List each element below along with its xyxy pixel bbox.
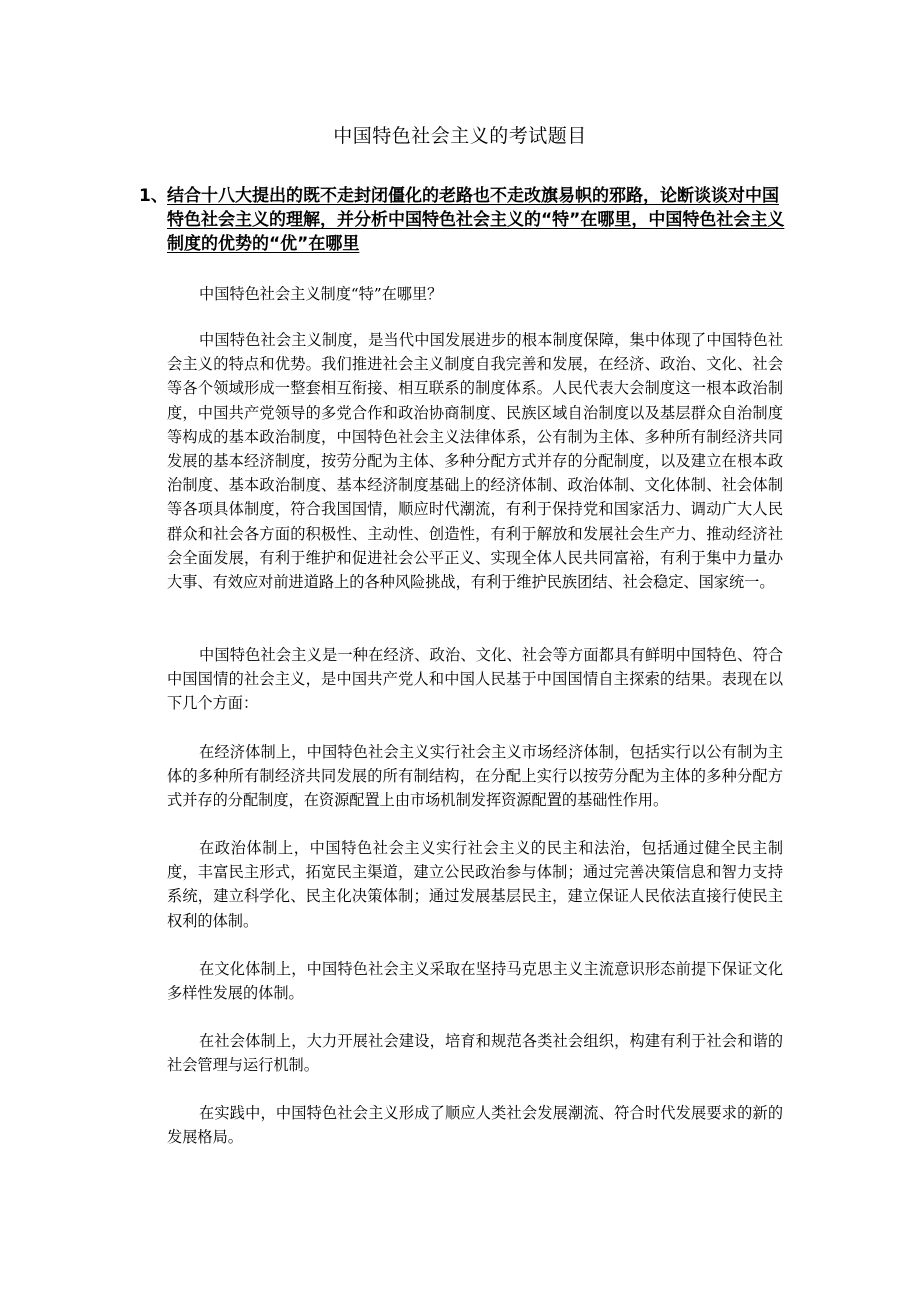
paragraph-system-overview: 中国特色社会主义制度，是当代中国发展进步的根本制度保障，集中体现了中国特色社会主义的特点和优势。我们推进社会主义制度自我完善和发展，在经济、政治、文化、社会等各个领域形成一整套相互衔接、相互联系的制度体系。人民代表大会制度这一根本政治制度，中国共产党领导的多党合作和政治协商制度、民族区域自治制度以及基层群众自治制度等构成的基本政治制度，中国特色社会主义法律体系，公有制为主体、多种所有制经济共同发展的基本经济制度，按劳分配为主体、多种分配方式并存的分配制度，以及建立在根本政治制度、基本政治制度、基本经济制度基础上的经济体制、政治体制、文化体制、社会体制等各项具体制度，符合我国国情，顺应时代潮流，有利于保持党和国家活力、调动广大人民群众和社会各方面的积极性、主动性、创造性，有利于解放和发展社会生产力、推动经济社会全面发展，有利于维护和促进社会公平正义、实现全体人民共同富裕，有利于集中力量办大事、有效应对前进道路上的各种风险挑战，有利于维护民族团结、社会稳定、国家统一。 <box>167 331 783 592</box>
paragraph-cultural-system: 在文化体制上，中国特色社会主义采取在坚持马克思主义主流意识形态前提下保证文化多样性发展的体制。 <box>167 960 783 1003</box>
paragraph-political-system: 在政治体制上，中国特色社会主义实行社会主义的民主和法治，包括通过健全民主制度，丰富民主形式，拓宽民主渠道，建立公民政治参与体制；通过完善决策信息和智力支持系统，建立科学化、民主化决策体制；通过发展基层民主，建立保证人民依法直接行使民主权利的体制。 <box>167 839 783 930</box>
question-number: 1、 <box>139 186 168 206</box>
paragraph-social-system: 在社会体制上，大力开展社会建设，培育和规范各类社会组织，构建有利于社会和谐的社会管理与运行机制。 <box>167 1032 783 1075</box>
question-heading <box>139 184 789 256</box>
section-subheading: 中国特色社会主义制度“特”在哪里？ <box>199 285 443 303</box>
paragraph-economic-system: 在经济体制上，中国特色社会主义实行社会主义市场经济体制，包括实行以公有制为主体的多种所有制经济共同发展的所有制结构，在分配上实行以按劳分配为主体的多种分配方式并存的分配制度，在资源配置上由市场机制发挥资源配置的基础性作用。 <box>167 743 783 810</box>
paragraph-characteristics-intro: 中国特色社会主义是一种在经济、政治、文化、社会等方面都具有鲜明中国特色、符合中国国情的社会主义，是中国共产党人和中国人民基于中国国情自主探索的结果。表现在以下几个方面： <box>167 646 783 713</box>
question-text: 结合十八大提出的既不走封闭僵化的老路也不走改旗易帜的邪路，论断谈谈对中国特色社会主义的理解，并分析中国特色社会主义的“特”在哪里，中国特色社会主义制度的优势的“优”在哪里 <box>167 186 785 254</box>
paragraph-practice: 在实践中，中国特色社会主义形成了顺应人类社会发展潮流、符合时代发展要求的新的发展格局。 <box>167 1104 783 1147</box>
document-title: 中国特色社会主义的考试题目 <box>333 125 587 147</box>
